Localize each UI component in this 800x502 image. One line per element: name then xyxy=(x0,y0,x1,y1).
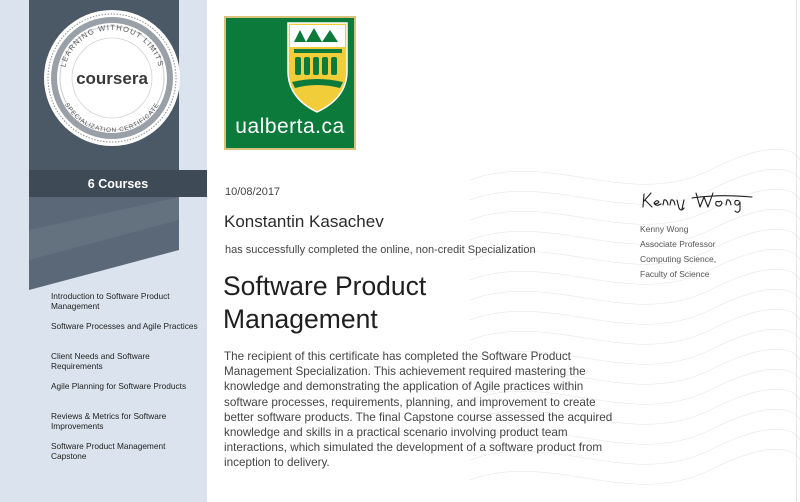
course-item: Client Needs and Software Requirements xyxy=(51,351,150,372)
course-item: Software Product Management Capstone xyxy=(51,441,166,462)
signer-name: Kenny Wong xyxy=(640,224,689,234)
signer-title: Associate Professor xyxy=(640,239,716,249)
coursera-seal xyxy=(42,8,182,148)
completion-statement: has successfully completed the online, non-credit Specialization xyxy=(225,244,536,256)
courses-count: 6 Courses xyxy=(29,170,207,197)
ualberta-logo xyxy=(224,16,356,150)
page-edge xyxy=(796,0,797,502)
issue-date: 10/08/2017 xyxy=(225,186,281,198)
signer-faculty: Faculty of Science xyxy=(640,269,710,279)
logo-text: ualberta.ca xyxy=(235,115,345,138)
specialization-title: Software Product Management xyxy=(223,271,427,334)
seal-brand: coursera xyxy=(76,69,148,88)
seal-ring-top: LEARNING WITHOUT LIMITS xyxy=(58,22,166,69)
handwritten-signature xyxy=(640,188,755,214)
course-item: Software Processes and Agile Practices xyxy=(51,321,198,331)
course-list xyxy=(51,291,201,471)
course-item: Agile Planning for Software Products xyxy=(51,381,187,391)
certificate-description: The recipient of this certificate has completed the Software Product Management Specialization. This achievement required mastering the knowledge and demonstrating the application of Agile practices within software processes, requirements, planning, and improvement to create better software products. The final Capstone course assessed the acquired knowledge and skills in a practical scenario involving product team interactions, which simulated the development of a software product from inception to delivery. xyxy=(224,350,613,470)
course-item: Reviews & Metrics for Software Improvements xyxy=(51,411,167,432)
course-item: Introduction to Software Product Management xyxy=(51,291,170,312)
signer-block xyxy=(640,222,716,282)
recipient-name: Konstantin Kasachev xyxy=(224,212,384,231)
seal-ring-bottom: SPECIALIZATION CERTIFICATE xyxy=(63,101,161,135)
signer-department: Computing Science, xyxy=(640,254,717,264)
course-sidebar xyxy=(0,0,207,502)
